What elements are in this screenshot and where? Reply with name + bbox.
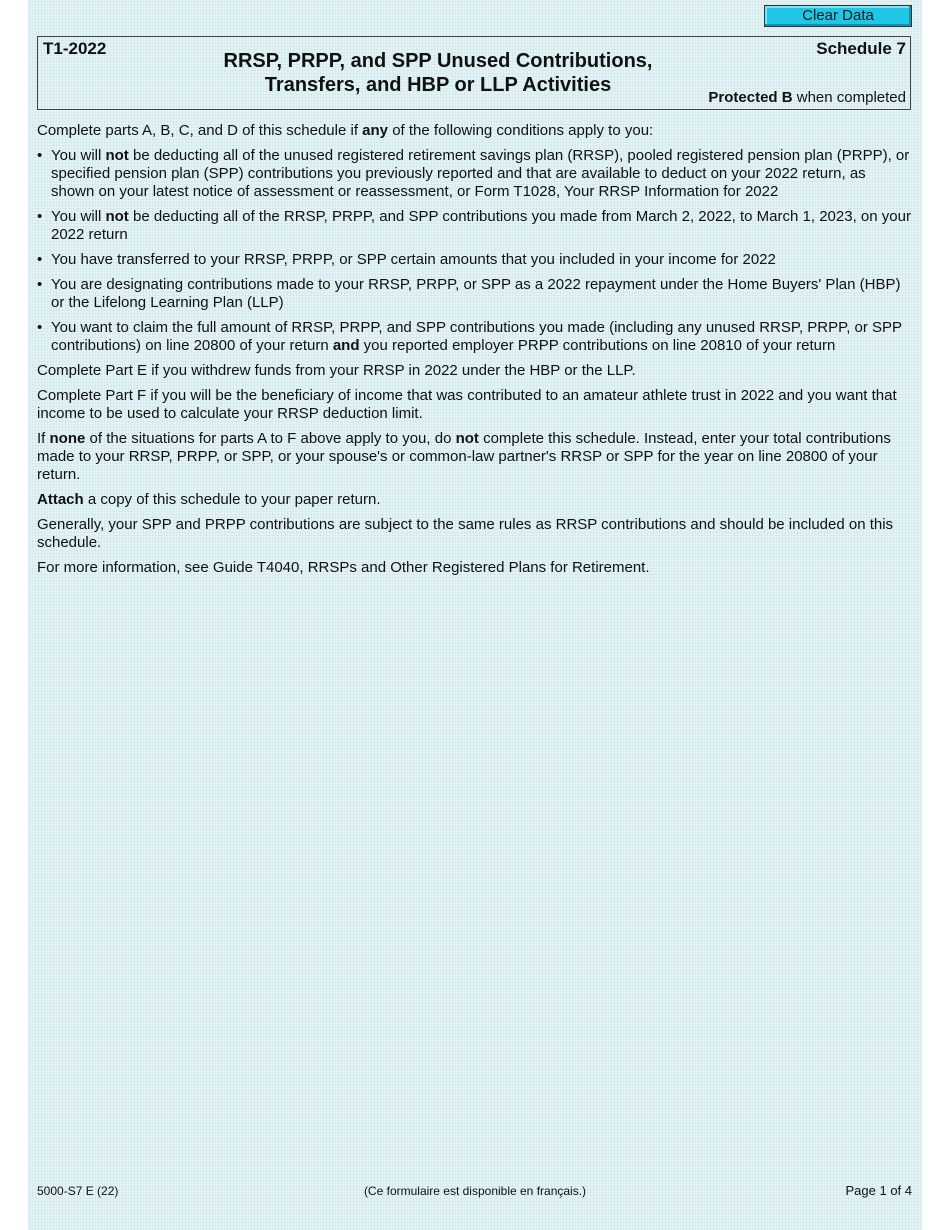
bullet-text: You will <box>51 208 106 225</box>
conditions-list <box>37 147 913 355</box>
intro-text-end: of the following conditions apply to you: <box>388 122 654 139</box>
clear-data-button[interactable]: Clear Data <box>764 5 912 27</box>
bullet-bold: and <box>332 337 360 354</box>
bullet-text: You will <box>51 147 106 164</box>
bullet-bold: not <box>105 147 129 164</box>
bullet-text: You have transferred to your RRSP, PRPP, or SPP certain amounts that you included in your income for 2022 <box>51 251 776 268</box>
list-item <box>37 276 913 312</box>
part-e-paragraph: Complete Part E if you withdrew funds from your RRSP in 2022 under the HBP or the LLP. <box>37 362 636 379</box>
schedule-label: Schedule 7 <box>816 39 906 58</box>
bullet-text-end: be deducting all of the RRSP, PRPP, and SPP contributions you made from March 2, 2022, to March 1, 2023, on your 2022 return <box>51 208 911 243</box>
none-text-end: complete this schedule. Instead, enter your total contributions made to your RRSP, PRPP, or SPP, or your spouse's or common-law partner's RRSP or SPP for the year on line 20800 of your return. <box>37 430 891 483</box>
none-text: If <box>37 430 50 447</box>
protected-notice <box>708 89 906 106</box>
none-text-mid: of the situations for parts A to F above apply to you, do <box>85 430 456 447</box>
form-header <box>37 36 911 110</box>
attach-text: a copy of this schedule to your paper return. <box>83 491 381 508</box>
intro-bold: any <box>362 122 389 139</box>
protected-rest: when completed <box>792 89 906 106</box>
bullet-text-end: be deducting all of the unused registered retirement savings plan (RRSP), pooled registered pension plan (PRPP), or specified pension plan (SPP) contributions you previously reported and that are available to deduct on your 2022 return, as shown on your latest notice of assessment or reassessment, or Form T1028, Your RRSP Information for 2022 <box>51 147 910 200</box>
title-line-1: RRSP, PRPP, and SPP Unused Contributions, <box>223 50 653 72</box>
form-id: T1-2022 <box>43 39 107 58</box>
generally-paragraph: Generally, your SPP and PRPP contributions are subject to the same rules as RRSP contributions and should be included on this schedule. <box>37 516 894 551</box>
protected-bold: Protected B <box>708 89 793 106</box>
bullet-bold: not <box>105 208 129 225</box>
intro-paragraph <box>37 122 913 140</box>
french-availability-note: (Ce formulaire est disponible en français.) <box>363 1184 587 1198</box>
list-item <box>37 147 913 201</box>
title-line-2: Transfers, and HBP or LLP Activities <box>264 74 612 96</box>
bullet-text: You want to claim the full amount of RRSP, PRPP, and SPP contributions you made (including any unused RRSP, PRPP, or SPP contributions) on line 20800 of your return <box>51 319 902 354</box>
form-code: 5000-S7 E (22) <box>37 1184 119 1198</box>
list-item <box>37 208 913 244</box>
bullet-text-end: you reported employer PRPP contributions on line 20810 of your return <box>359 337 836 354</box>
not-bold: not <box>455 430 479 447</box>
none-apply-paragraph <box>37 430 913 484</box>
part-f-paragraph: Complete Part F if you will be the beneficiary of income that was contributed to an amateur athlete trust in 2022 and you want that income to be used to calculate your RRSP deduction limit. <box>37 387 897 422</box>
list-item <box>37 319 913 355</box>
attach-bold: Attach <box>37 491 84 508</box>
attach-paragraph <box>37 491 913 509</box>
page-title <box>158 49 718 97</box>
instructions <box>37 122 913 584</box>
page-number: Page 1 of 4 <box>845 1183 912 1198</box>
more-info-paragraph: For more information, see Guide T4040, RRSPs and Other Registered Plans for Retirement. <box>37 559 650 576</box>
intro-text: Complete parts A, B, C, and D of this schedule if <box>37 122 363 139</box>
list-item <box>37 251 913 269</box>
none-bold: none <box>49 430 86 447</box>
bullet-text: You are designating contributions made to your RRSP, PRPP, or SPP as a 2022 repayment under the Home Buyers' Plan (HBP) or the Lifelong Learning Plan (LLP) <box>51 276 901 311</box>
